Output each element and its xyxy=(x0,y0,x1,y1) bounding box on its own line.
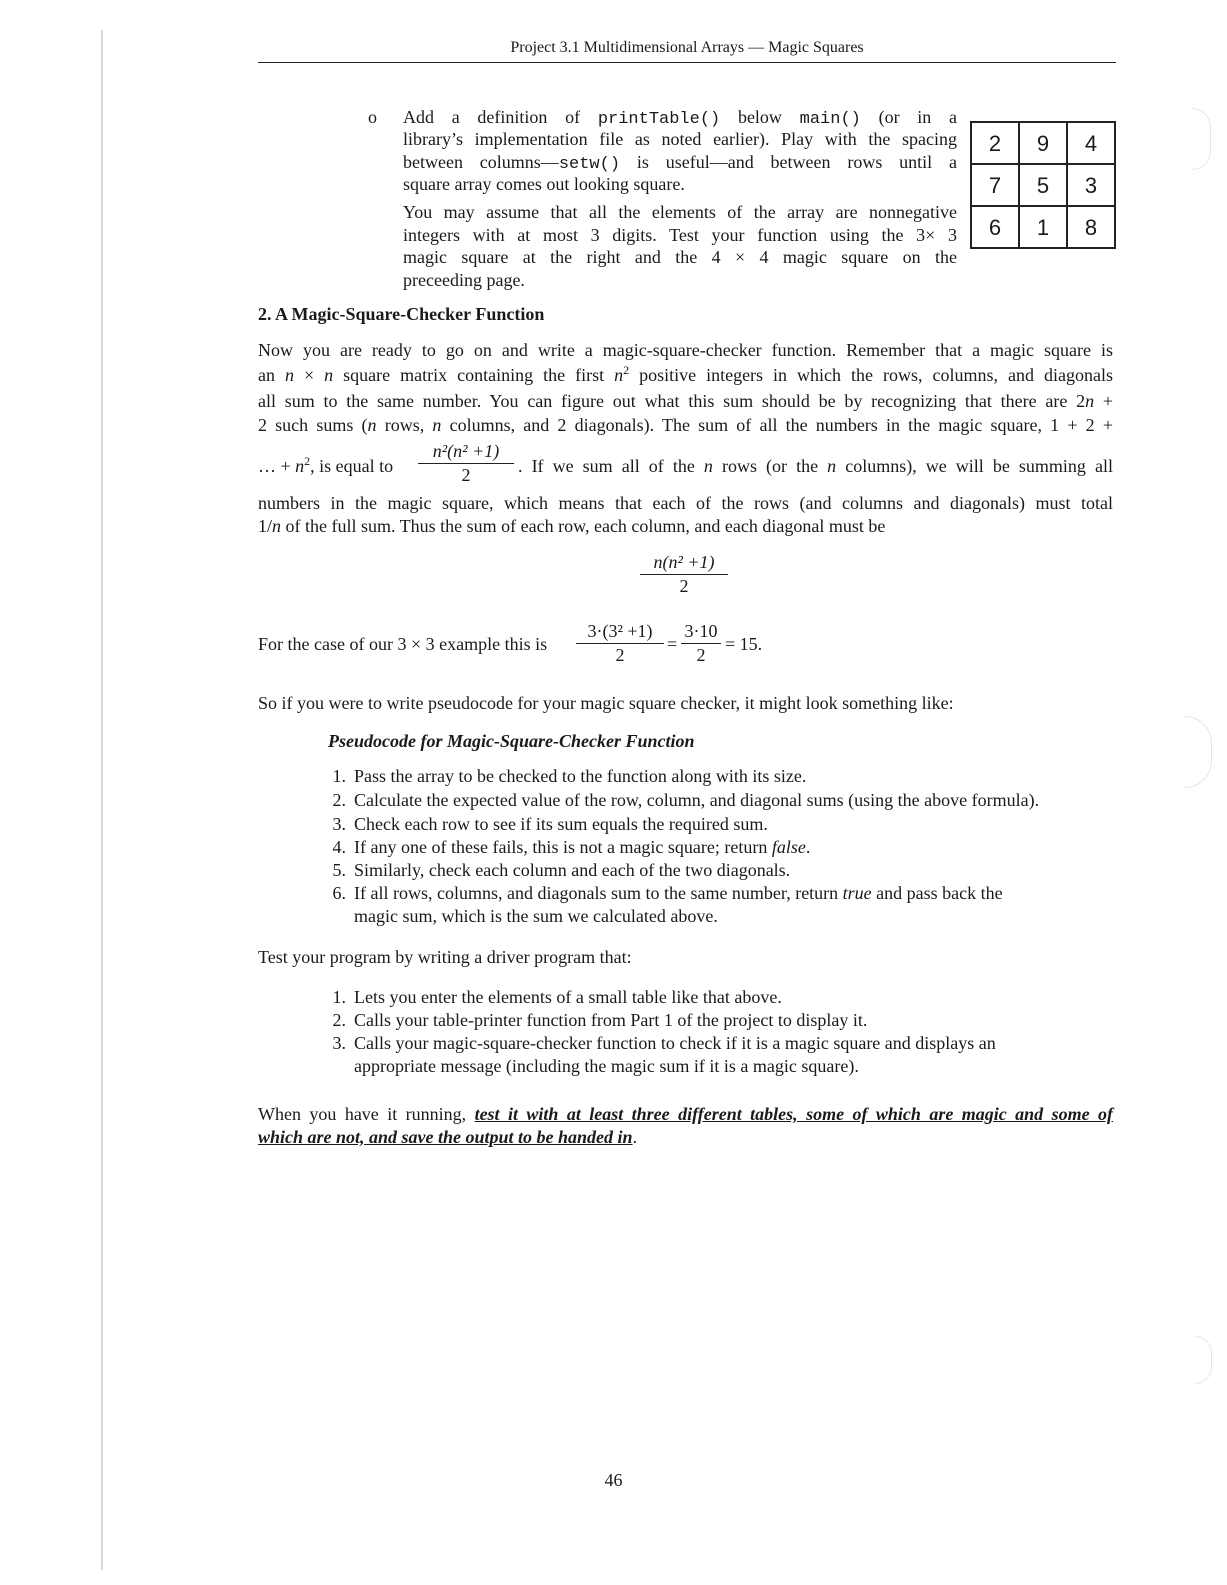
fraction-example-1: 3·(3² +1) 2 xyxy=(576,620,664,667)
driver-intro: Test your program by writing a driver program that: xyxy=(258,947,632,967)
para-line: … + $n^2$, is equal to xyxy=(258,454,394,476)
list-item-continuation: appropriate message (including the magic sum if it is a magic square). xyxy=(354,1056,859,1076)
magic-square-table xyxy=(970,121,1116,249)
fraction-example-2: 3·10 2 xyxy=(681,620,721,667)
bullet-para2-line2: integers with at most 3 digits. Test your function using the 3× 3 xyxy=(403,225,957,245)
para-line: 1/n of the full sum. Thus the sum of each row, each column, and each diagonal must be xyxy=(258,516,886,536)
scan-artifact xyxy=(1185,716,1212,788)
bullet-para2-line3: magic square at the right and the 4 × 4 magic square on the xyxy=(403,247,957,267)
scan-artifact xyxy=(1195,1336,1212,1384)
para-line: . If we sum all of the n rows (or the n columns), we will be summing all xyxy=(518,456,1113,476)
magic-square-cell: 8 xyxy=(1067,206,1115,248)
bullet-para2-line4: preceeding page. xyxy=(403,270,525,290)
magic-square-cell: 1 xyxy=(1019,206,1067,248)
code-setw: setw() xyxy=(558,155,621,174)
pseudocode-intro: So if you were to write pseudocode for your magic square checker, it might look something like: xyxy=(258,693,954,713)
code-printTable: printTable() xyxy=(597,110,721,129)
bullet-para1-line2: library’s implementation file as noted earlier). Play with the spacing xyxy=(403,129,957,149)
pseudocode-title: Pseudocode for Magic-Square-Checker Function xyxy=(328,731,695,751)
bullet-marker: o xyxy=(368,107,377,127)
para-line: Now you are ready to go on and write a magic-square-checker function. Remember that a magic square is xyxy=(258,340,1113,360)
section-heading: 2. A Magic-Square-Checker Function xyxy=(258,304,545,324)
magic-square-cell: 4 xyxy=(1067,122,1115,164)
example-result: = 15. xyxy=(725,634,763,654)
list-item-continuation: magic sum, which is the sum we calculated above. xyxy=(354,906,718,926)
fraction-magic-sum: n(n² +1) 2 xyxy=(640,551,728,598)
magic-square-cell: 6 xyxy=(971,206,1019,248)
page-header: Project 3.1 Multidimensional Arrays — Magic Squares xyxy=(510,39,864,56)
bullet-para1-line4: square array comes out looking square. xyxy=(403,174,685,194)
para-line: 2 such sums (n rows, n columns, and 2 diagonals). The sum of all the numbers in the magic square, 1 + 2 + xyxy=(258,415,1113,435)
para-line: all sum to the same number. You can figure out what this sum should be by recognizing that there are 2n + xyxy=(258,391,1113,411)
para-line: numbers in the magic square, which means that each of the rows (and columns and diagonals) must total xyxy=(258,493,1113,513)
example-text: For the case of our 3 × 3 example this is xyxy=(258,634,548,654)
closing-line2: which are not, and save the output to be handed in. xyxy=(258,1127,638,1147)
magic-square-cell: 7 xyxy=(971,164,1019,206)
magic-square-cell: 2 xyxy=(971,122,1019,164)
magic-square-cell: 5 xyxy=(1019,164,1067,206)
scan-artifact xyxy=(1192,108,1211,170)
scan-margin-line xyxy=(101,30,103,1570)
bullet-para1-line1: Add a definition of printTable() below main() (or in a xyxy=(403,107,957,129)
bullet-para2-line1: You may assume that all the elements of the array are nonnegative xyxy=(403,202,957,222)
pseudocode-list: 1. Pass the array to be checked to the function along with its size. 2. Calculate the expected value of the row, column, and diagonal sums (using the above formula). 3. Check each row to see if its sum equals the required sum. 4. If any one of these fails, this is not a magic square; return false. 5. Similarly, check each column and each of the two diagonals. 6. If all rows, columns, and diagonals sum to the same number, return true and pass back the magic sum, which is the sum we calculated above. xyxy=(332,766,1040,926)
driver-list: 1. Lets you enter the elements of a small table like that above. 2. Calls your table-printer function from Part 1 of the project to display it. 3. Calls your magic-square-checker function to check if it is a magic square and displays an appropriate message (including the magic sum if it is a magic square). xyxy=(332,987,996,1076)
code-main: main() xyxy=(799,110,861,129)
fraction-sum-formula: n²(n² +1) 2 xyxy=(418,440,514,487)
magic-square-cell: 9 xyxy=(1019,122,1067,164)
header-divider xyxy=(258,62,1116,63)
para-line: an n × n square matrix containing the first $n^2$ positive integers in which the rows, columns, and diagonals xyxy=(258,363,1113,385)
bullet-para1-line3: between columns—setw() is useful—and between rows until a xyxy=(403,152,957,174)
closing-line1: When you have it running, test it with at least three different tables, some of which are magic and some of xyxy=(258,1104,1113,1124)
magic-square-cell: 3 xyxy=(1067,164,1115,206)
equals-sign: = xyxy=(667,634,678,654)
page-number: 46 xyxy=(604,1470,623,1490)
